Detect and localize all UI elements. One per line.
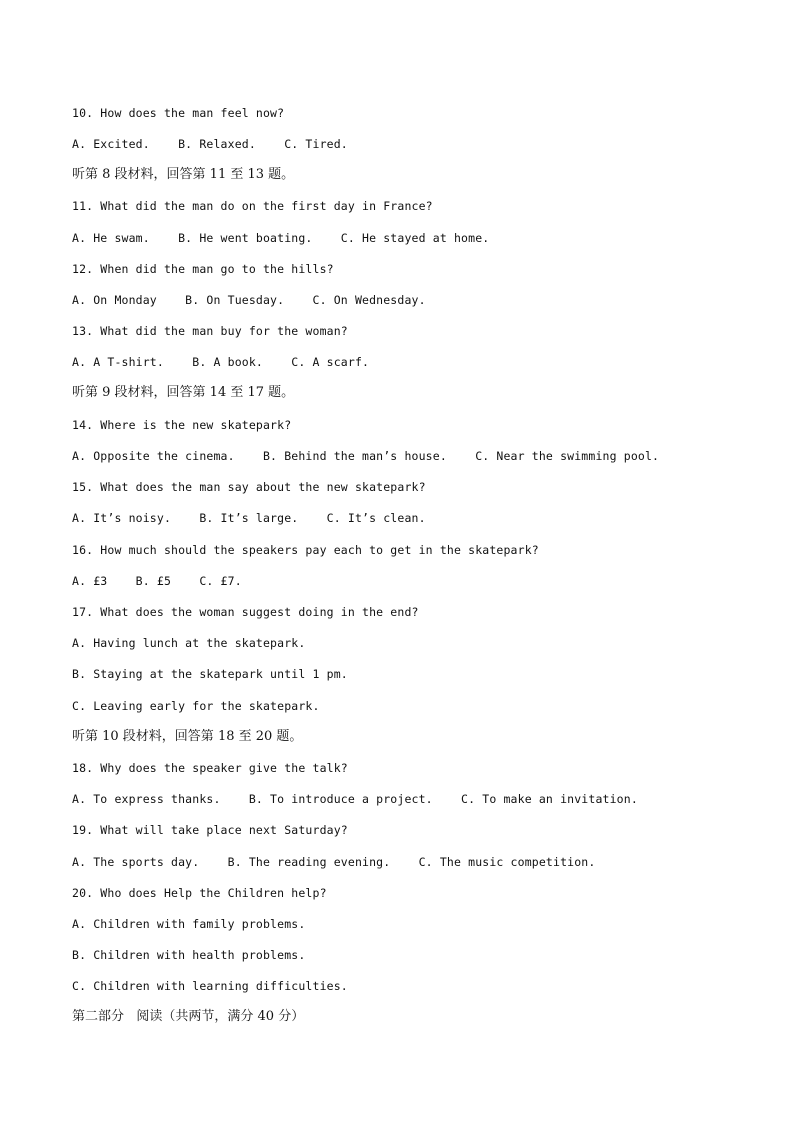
question-18: 18. Why does the speaker give the talk? (72, 761, 348, 775)
question-19-options: A. The sports day. B. The reading evening. C. The music competition. (72, 855, 596, 869)
question-20-option-c: C. Children with learning difficulties. (72, 979, 348, 993)
question-10: 10. How does the man feel now? (72, 106, 285, 120)
question-16-options: A. £3 B. £5 C. £7. (72, 574, 242, 588)
question-18-options: A. To express thanks. B. To introduce a project. C. To make an invitation. (72, 792, 638, 806)
question-17-option-a: A. Having lunch at the skatepark. (72, 636, 306, 650)
question-20-option-a: A. Children with family problems. (72, 917, 306, 931)
question-16: 16. How much should the speakers pay each to get in the skatepark? (72, 543, 539, 557)
question-15: 15. What does the man say about the new skatepark? (72, 480, 426, 494)
question-10-options: A. Excited. B. Relaxed. C. Tired. (72, 137, 348, 151)
question-13-options: A. A T-shirt. B. A book. C. A scarf. (72, 355, 370, 369)
section-8-instruction: 听第 8 段材料，回答第 11 至 13 题。 (72, 167, 295, 182)
question-17-option-c: C. Leaving early for the skatepark. (72, 699, 320, 713)
question-15-options: A. It’s noisy. B. It’s large. C. It’s clean. (72, 511, 426, 525)
section-10-instruction: 听第 10 段材料，回答第 18 至 20 题。 (72, 729, 303, 744)
part-2-heading: 第二部分 阅读（共两节，满分 40 分） (72, 1009, 305, 1024)
question-14: 14. Where is the new skatepark? (72, 418, 292, 432)
section-9-instruction: 听第 9 段材料，回答第 14 至 17 题。 (72, 385, 295, 400)
question-12: 12. When did the man go to the hills? (72, 262, 334, 276)
question-19: 19. What will take place next Saturday? (72, 823, 348, 837)
question-20: 20. Who does Help the Children help? (72, 886, 327, 900)
question-17-option-b: B. Staying at the skatepark until 1 pm. (72, 667, 348, 681)
question-12-options: A. On Monday B. On Tuesday. C. On Wednesday. (72, 293, 426, 307)
question-13: 13. What did the man buy for the woman? (72, 324, 348, 338)
question-17: 17. What does the woman suggest doing in the end? (72, 605, 419, 619)
question-11: 11. What did the man do on the first day in France? (72, 199, 433, 213)
question-11-options: A. He swam. B. He went boating. C. He stayed at home. (72, 231, 490, 245)
question-20-option-b: B. Children with health problems. (72, 948, 306, 962)
question-14-options: A. Opposite the cinema. B. Behind the man’s house. C. Near the swimming pool. (72, 449, 660, 463)
